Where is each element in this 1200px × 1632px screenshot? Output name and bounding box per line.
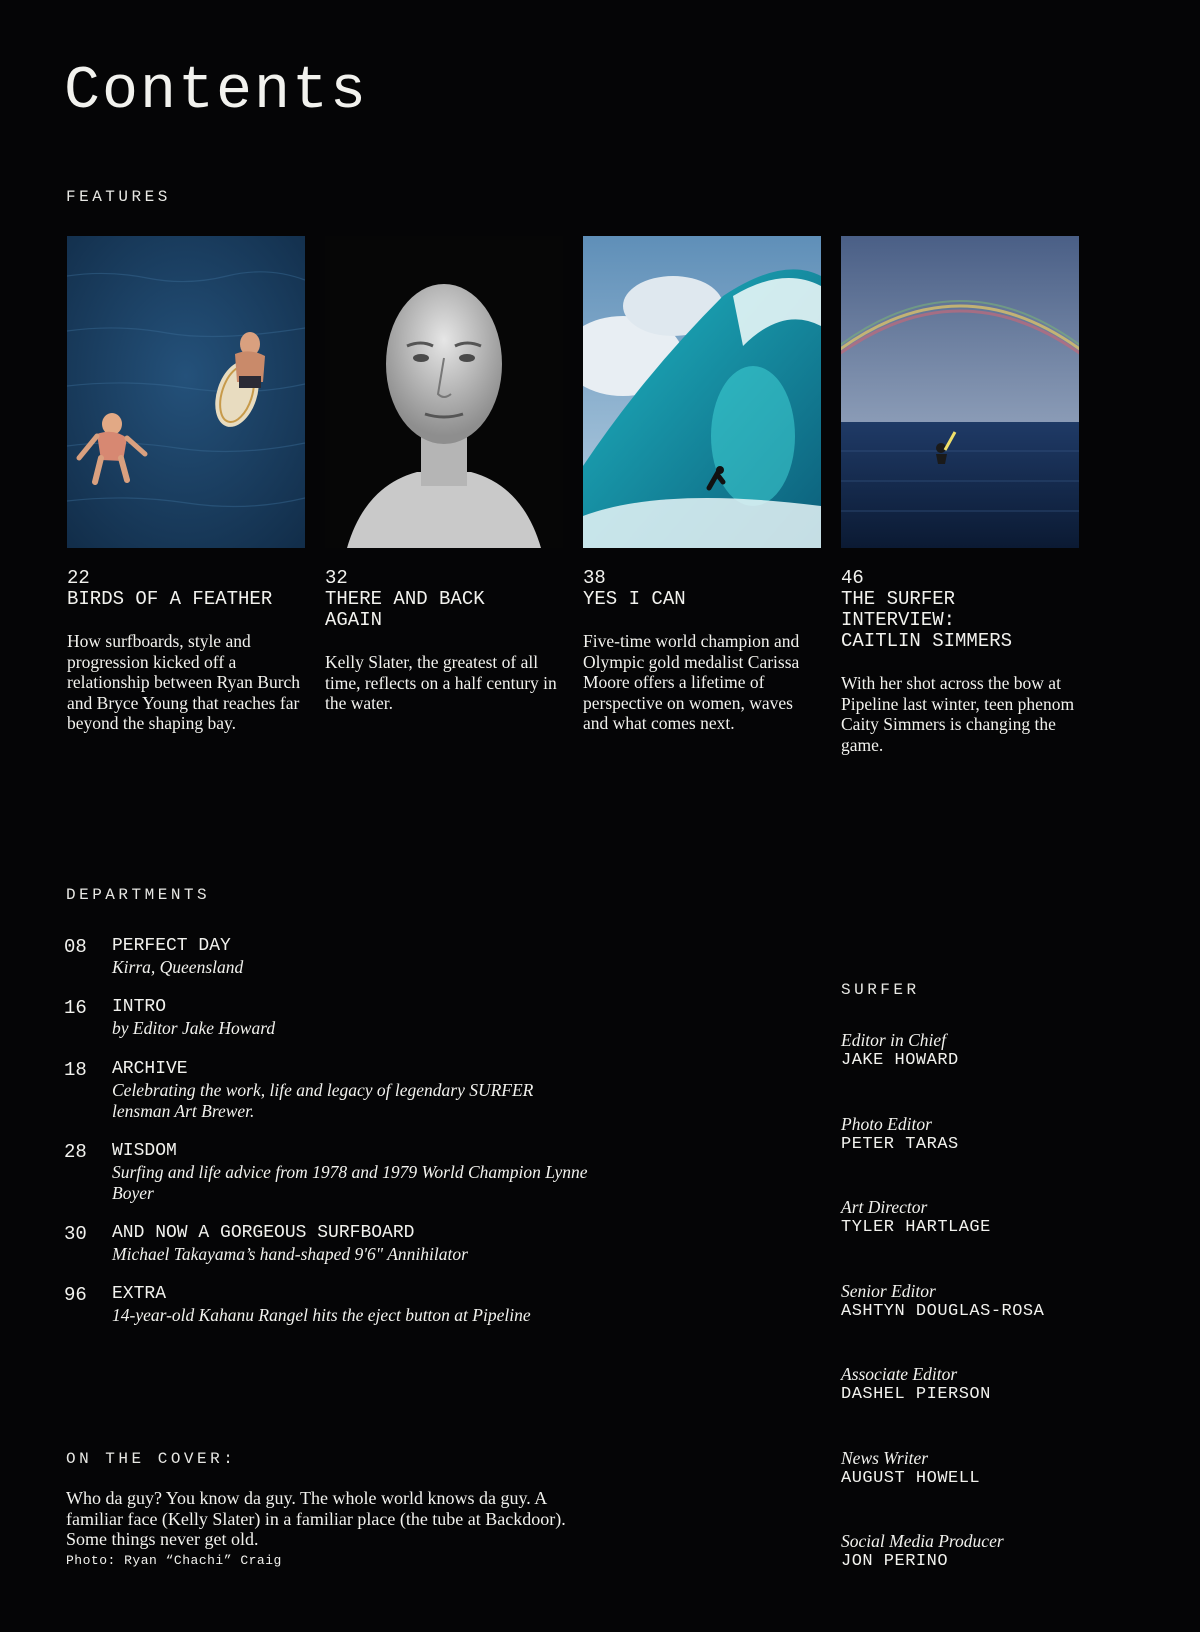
staff-entry — [841, 1531, 1004, 1572]
department-subtitle: Michael Takayama’s hand-shaped 9'6" Annihilator — [112, 1244, 468, 1264]
department-page-number: 28 — [64, 1141, 87, 1163]
department-page-number: 96 — [64, 1284, 87, 1306]
department-title[interactable]: INTRO — [112, 997, 167, 1017]
feature-title[interactable]: THERE AND BACK AGAIN — [325, 588, 485, 631]
feature-photo-portrait[interactable] — [325, 236, 563, 548]
staff-role: Associate Editor — [841, 1364, 958, 1384]
feature-page-number: 46 — [841, 567, 864, 589]
staff-name: TYLER HARTLAGE — [841, 1218, 991, 1237]
masthead-label: SURFER — [841, 981, 920, 999]
feature-card[interactable] — [583, 236, 821, 734]
staff-entry — [841, 1281, 1044, 1322]
staff-name: JAKE HOWARD — [841, 1051, 959, 1070]
feature-photo-barrel-wave[interactable] — [583, 236, 821, 548]
staff-role: News Writer — [841, 1448, 929, 1468]
staff-name: PETER TARAS — [841, 1135, 959, 1154]
department-title[interactable]: WISDOM — [112, 1141, 177, 1161]
staff-name: DASHEL PIERSON — [841, 1385, 991, 1404]
department-page-number: 30 — [64, 1223, 87, 1245]
department-page-number: 18 — [64, 1059, 87, 1081]
staff-entry — [841, 1364, 991, 1405]
staff-name: JON PERINO — [841, 1552, 949, 1571]
department-page-number: 16 — [64, 997, 87, 1019]
staff-entry — [841, 1114, 959, 1155]
staff-role: Editor in Chief — [841, 1030, 946, 1050]
photo-credit: Photo: Ryan “Chachi” Craig — [66, 1553, 282, 1568]
page-title: Contents — [64, 58, 369, 126]
feature-card[interactable] — [325, 236, 563, 714]
department-subtitle: 14-year-old Kahanu Rangel hits the eject button at Pipeline — [112, 1305, 531, 1325]
staff-role: Art Director — [841, 1197, 928, 1217]
department-title[interactable]: ARCHIVE — [112, 1059, 188, 1079]
department-subtitle: by Editor Jake Howard — [112, 1018, 276, 1038]
department-title[interactable]: EXTRA — [112, 1284, 167, 1304]
feature-card[interactable] — [67, 236, 305, 734]
feature-description: How surfboards, style and progression kicked off a relationship between Ryan Burch and Bryce Young that reaches far beyond the shaping bay. — [67, 631, 301, 733]
staff-name: AUGUST HOWELL — [841, 1469, 981, 1488]
department-title[interactable]: PERFECT DAY — [112, 936, 231, 956]
feature-card[interactable] — [841, 236, 1079, 755]
feature-description: With her shot across the bow at Pipeline last winter, teen phenom Caity Simmers is changing the game. — [841, 673, 1075, 755]
staff-entry — [841, 1448, 980, 1489]
feature-description: Five-time world champion and Olympic gold medalist Carissa Moore offers a lifetime of perspective on women, waves and what comes next. — [583, 631, 800, 733]
department-subtitle: Celebrating the work, life and legacy of legendary SURFER lensman Art Brewer. — [112, 1080, 534, 1121]
staff-role: Photo Editor — [841, 1114, 932, 1134]
feature-title[interactable]: THE SURFER INTERVIEW: CAITLIN SIMMERS — [841, 588, 1013, 652]
feature-title[interactable]: BIRDS OF A FEATHER — [67, 588, 273, 610]
staff-entry — [841, 1030, 959, 1071]
department-subtitle: Kirra, Queensland — [112, 957, 244, 977]
staff-name: ASHTYN DOUGLAS-ROSA — [841, 1302, 1045, 1321]
feature-page-number: 32 — [325, 567, 348, 589]
cover-label: ON THE COVER: — [66, 1450, 237, 1468]
feature-page-number: 38 — [583, 567, 606, 589]
feature-description: Kelly Slater, the greatest of all time, reflects on a half century in the water. — [325, 652, 557, 713]
feature-title[interactable]: YES I CAN — [583, 588, 686, 610]
feature-photo-surfers-in-water[interactable] — [67, 236, 305, 548]
staff-role: Senior Editor — [841, 1281, 936, 1301]
features-label: FEATURES — [66, 188, 171, 206]
cover-description: Who da guy? You know da guy. The whole world knows da guy. A familiar face (Kelly Slater) in a familiar place (the tube at Backdoor). Some things never get old. — [66, 1488, 566, 1549]
department-page-number: 08 — [64, 936, 87, 958]
department-title[interactable]: AND NOW A GORGEOUS SURFBOARD — [112, 1223, 415, 1243]
feature-page-number: 22 — [67, 567, 90, 589]
feature-photo-rainbow-ocean[interactable] — [841, 236, 1079, 548]
staff-entry — [841, 1197, 991, 1238]
departments-label: DEPARTMENTS — [66, 886, 211, 904]
staff-role: Social Media Producer — [841, 1531, 1004, 1551]
department-subtitle: Surfing and life advice from 1978 and 1979 World Champion Lynne Boyer — [112, 1162, 588, 1203]
